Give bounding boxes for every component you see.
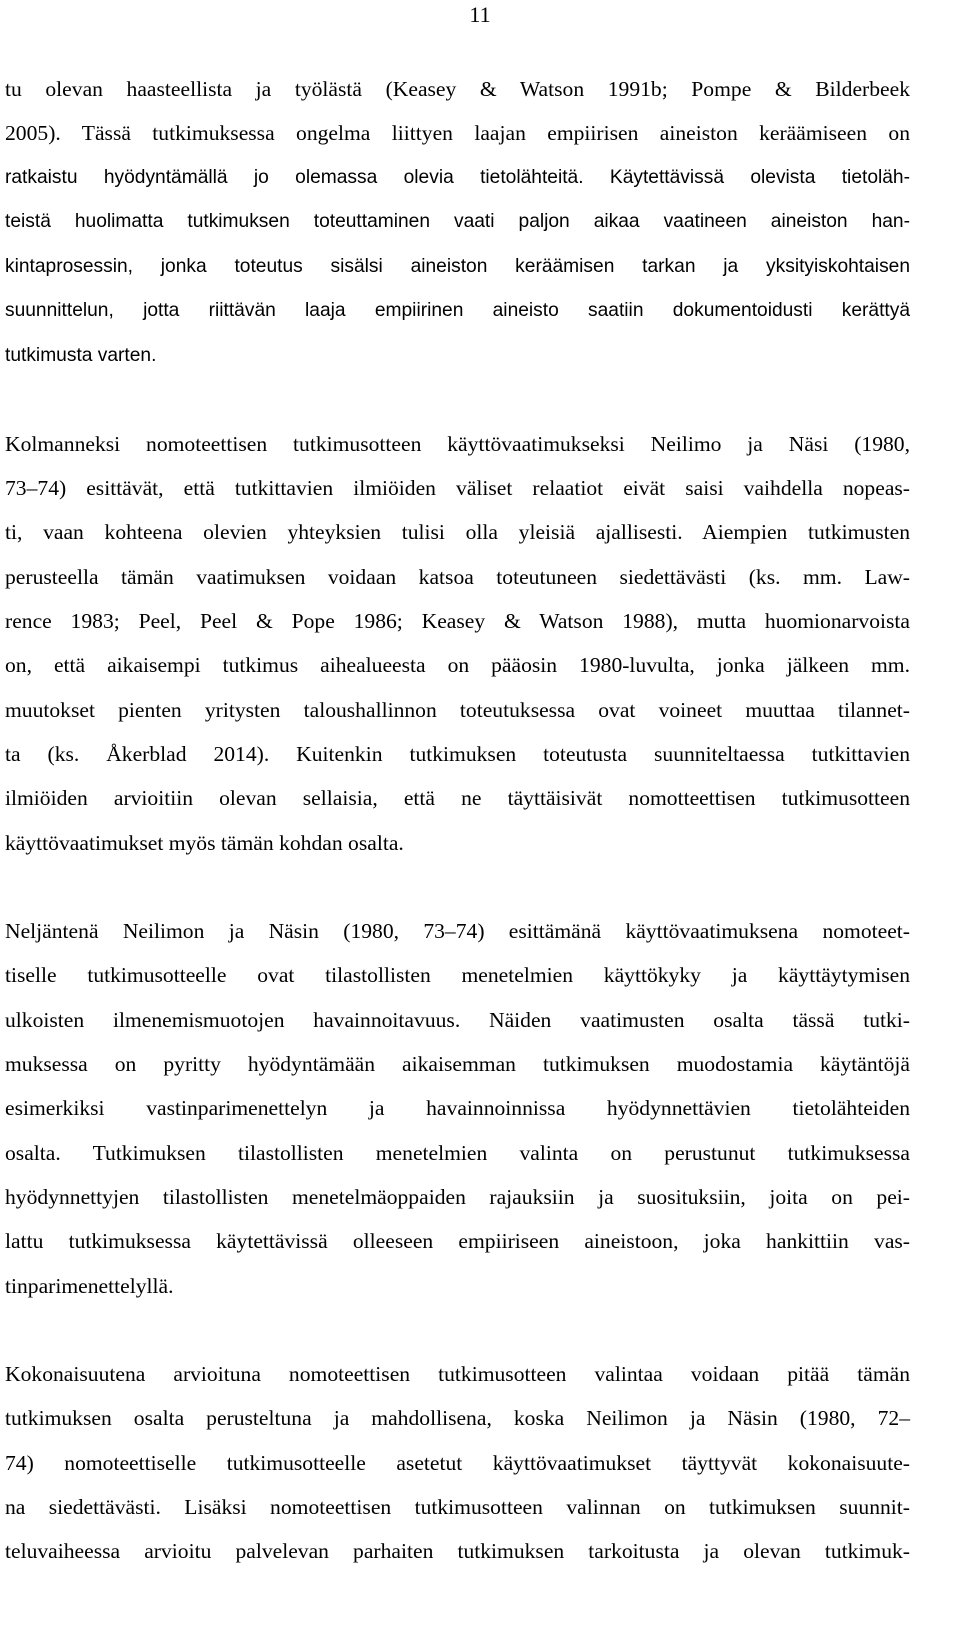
text-line: ta (ks. Åkerblad 2014). Kuitenkin tutkimuksen toteutusta suunniteltaessa tutkittavien xyxy=(5,742,910,766)
text-line: perusteella tämän vaatimuksen voidaan katsoa toteutuneen siedettävästi (ks. mm. Law- xyxy=(5,565,910,589)
text-line: teluvaiheessa arvioitu palvelevan parhaiten tutkimuksen tarkoitusta ja olevan tutkimuk- xyxy=(5,1539,910,1563)
text-line: muutokset pienten yritysten taloushallinnon toteutuksessa ovat voineet muuttaa tilannet- xyxy=(5,698,910,722)
text-line: Kolmanneksi nomoteettisen tutkimusotteen käyttövaatimukseksi Neilimo ja Näsi (1980, xyxy=(5,432,910,456)
text-line: suunnittelun, jotta riittävän laaja empiirinen aineisto saatiin dokumentoidusti kerättyä xyxy=(5,300,910,321)
text-line: ulkoisten ilmenemismuotojen havainnoitavuus. Näiden vaatimusten osalta tässä tutki- xyxy=(5,1008,910,1032)
page-number: 11 xyxy=(469,2,491,27)
text-line: kintaprosessin, jonka toteutus sisälsi aineiston keräämisen tarkan ja yksityiskohtaisen xyxy=(5,256,910,277)
text-line: teistä huolimatta tutkimuksen toteuttaminen vaati paljon aikaa vaatineen aineiston han- xyxy=(5,211,910,232)
text-line: muksessa on pyritty hyödyntämään aikaisemman tutkimuksen muodostamia käytäntöjä xyxy=(5,1052,910,1076)
text-line: käyttövaatimukset myös tämän kohdan osalta. xyxy=(5,831,404,855)
text-line: osalta. Tutkimuksen tilastollisten menetelmien valinta on perustunut tutkimuksessa xyxy=(5,1141,910,1165)
text-line: 73–74) esittävät, että tutkittavien ilmiöiden väliset relaatiot eivät saisi vaihdella nopeas- xyxy=(5,476,910,500)
text-line: ilmiöiden arvioitiin olevan sellaisia, että ne täyttäisivät nomotteettisen tutkimusotteen xyxy=(5,786,910,810)
text-line: tutkimuksen osalta perusteltuna ja mahdollisena, koska Neilimon ja Näsin (1980, 72– xyxy=(5,1406,910,1430)
text-line: Kokonaisuutena arvioituna nomoteettisen tutkimusotteen valintaa voidaan pitää tämän xyxy=(5,1362,910,1386)
text-line: esimerkiksi vastinparimenettelyn ja havainnoinnissa hyödynnettävien tietolähteiden xyxy=(5,1096,910,1120)
text-line: na siedettävästi. Lisäksi nomoteettisen tutkimusotteen valinnan on tutkimuksen suunnit- xyxy=(5,1495,910,1519)
text-line: tinparimenettelyllä. xyxy=(5,1274,174,1298)
text-line: rence 1983; Peel, Peel & Pope 1986; Keasey & Watson 1988), mutta huomionarvoista xyxy=(5,609,910,633)
text-line: tiselle tutkimusotteelle ovat tilastollisten menetelmien käyttökyky ja käyttäytymisen xyxy=(5,963,910,987)
text-line: tu olevan haasteellista ja työlästä (Keasey & Watson 1991b; Pompe & Bilderbeek xyxy=(5,77,910,101)
text-line: 74) nomoteettiselle tutkimusotteelle asetetut käyttövaatimukset täyttyvät kokonaisuute- xyxy=(5,1451,910,1475)
text-line: hyödynnettyjen tilastollisten menetelmäoppaiden rajauksiin ja suosituksiin, joita on pei- xyxy=(5,1185,910,1209)
text-line: 2005). Tässä tutkimuksessa ongelma liittyen laajan empiirisen aineiston keräämiseen on xyxy=(5,121,910,145)
text-line: Neljäntenä Neilimon ja Näsin (1980, 73–74) esittämänä käyttövaatimuksena nomoteet- xyxy=(5,919,910,943)
text-line: ti, vaan kohteena olevien yhteyksien tulisi olla yleisiä ajallisesti. Aiempien tutkimusten xyxy=(5,520,910,544)
text-line: tutkimusta varten. xyxy=(5,345,157,366)
text-line: on, että aikaisempi tutkimus aihealueesta on pääosin 1980-luvulta, jonka jälkeen mm. xyxy=(5,653,910,677)
text-line: lattu tutkimuksessa käytettävissä olleeseen empiiriseen aineistoon, joka hankittiin vas- xyxy=(5,1229,910,1253)
text-line: ratkaistu hyödyntämällä jo olemassa olevia tietolähteitä. Käytettävissä olevista tietoläh- xyxy=(5,167,910,188)
